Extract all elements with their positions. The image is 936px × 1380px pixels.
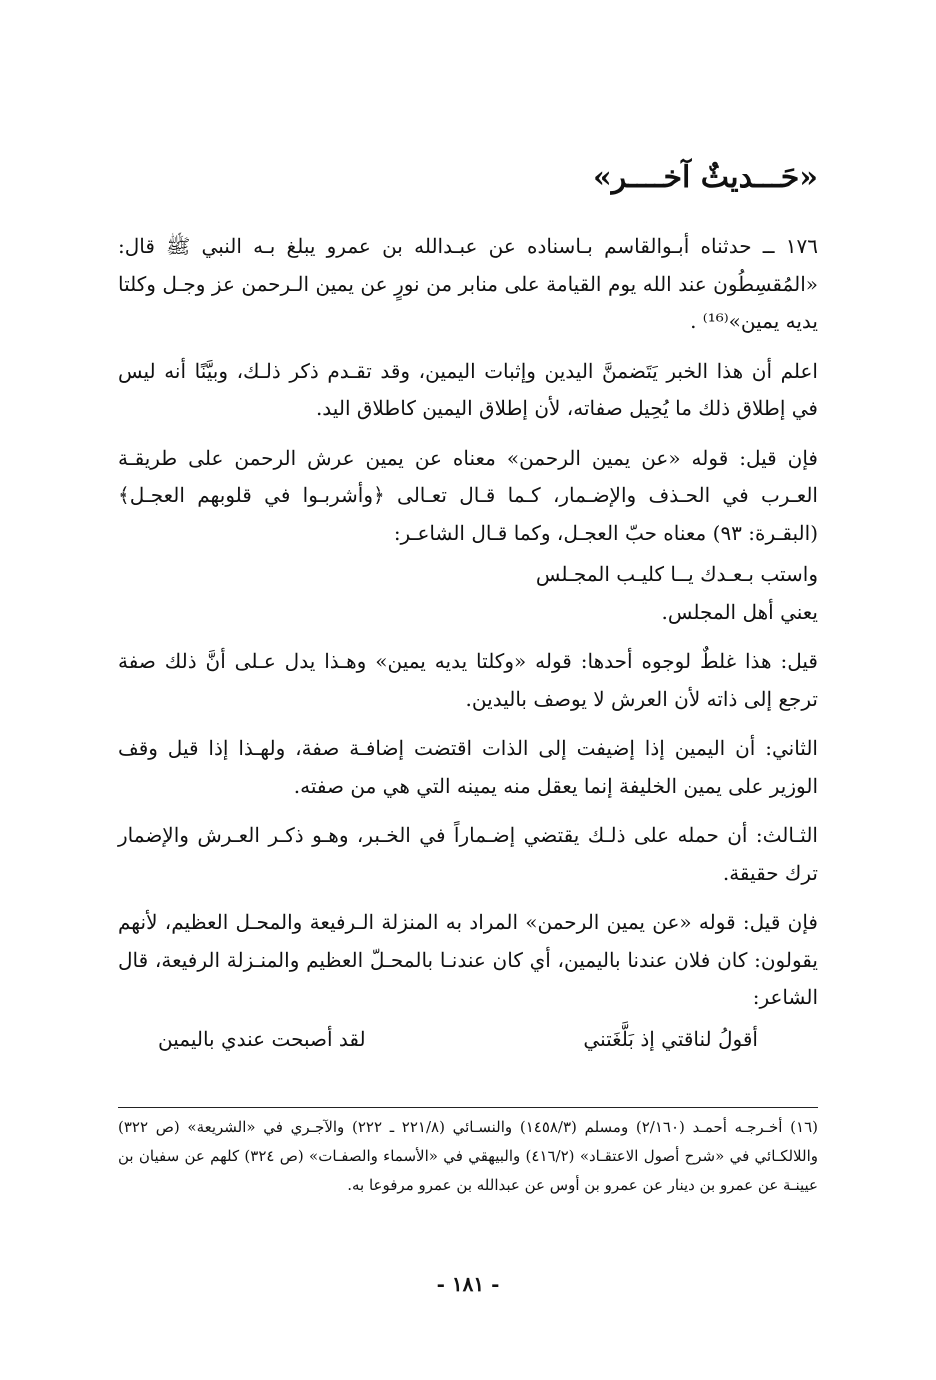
reply-paragraph: قيل: هذا غلطٌ لوجوه أحدها: قوله «وكلتا يديه يمين» وهـذا يدل عـلى أنَّ ذلك صفة ترجع إلى ذاته لأن العرش لا يوصف باليدين. <box>118 649 818 711</box>
verse-first-hemistich: أقولُ لناقتي إذ بَلَّغَتني <box>583 1026 758 1051</box>
commentary-paragraph: اعلم أن هذا الخبر يَتَضمنَّ اليدين وإثبات اليمين، وقد تقـدم ذكر ذلـك، وبيَّنًا أنه ليس في إطلاق ذلك ما يُحِيل صفاته، لأن إطلاق اليمين كاطلاق اليد. <box>118 358 818 420</box>
poetry-verse <box>118 1021 818 1058</box>
hadith-paragraph: ١٧٦ ــ حدثناه أبـوالقاسم بـاسناده عن عبـدالله بن عمرو يبلغ بـه النبي ﷺ قال: «المُقسِطُون عند الله يوم القيامة على منابر من نورٍ عن يمين الـرحمن عز وجـل وكلتا يديه يمين»⁽¹⁶⁾ . <box>118 234 818 333</box>
footnote-divider <box>118 1107 818 1108</box>
section-title: «حَـــديثٌ آخــــر» <box>593 160 818 195</box>
third-point-paragraph: الثـالث: أن حمله على ذلـك يقتضي إضـماراً في الخـبر، وهـو ذكـر العـرش والإضمار ترك حقيقة. <box>118 823 818 885</box>
second-point-paragraph: الثاني: أن اليمين إذا إضيفت إلى الذات اقتضت إضافـة صفة، ولهـذا إذا قيل وقف الوزير على يمين الخليفة إنما يعقل منه يمينه التي هي من صفته. <box>118 736 818 798</box>
poetry-line: واستب بـعـدك يــا كليـب المجـلس <box>535 562 818 586</box>
page-number: - ١٨١ - <box>436 1272 500 1296</box>
second-objection-paragraph: فإن قيل: قوله «عن يمين الرحمن» المراد به المنزلة الـرفيعة والمحـل العظيم، لأنهم يقولون: كان فلان عندنا باليمين، أي كان عندنـا بالمحـلّ العظيم والمنـزلة الرفيعة، قال الشاعر: <box>118 910 818 1009</box>
objection-paragraph: فإن قيل: قوله «عن يمين الرحمن» معناه عن يمين عرش الرحمن على طريقـة العـرب في الحـذف والإضـمار، كـما قـال تعـالى ﴿وأشربـوا في قلوبهم العجـل﴾ (البقـرة: ٩٣) معناه حبّ العجـل، وكما قـال الشاعـر: <box>118 445 818 545</box>
explanation-line: يعني أهل المجلس. <box>661 599 818 624</box>
footnotes <box>118 1113 818 1200</box>
main-text <box>118 228 818 1058</box>
verse-second-hemistich: لقد أصبحت عندي باليمين <box>158 1026 366 1051</box>
footnote-16: (١٦) أخـرجـه أحمـد (٢/١٦٠) ومسلم (١٤٥٨/٣) والنسـائي (٢٢١/٨ ـ ٢٢٢) والآجـري في «الشريعة» (ص ٣٢٢) واللالكـائي في «شرح أصول الاعتقـاد» (٤١٦/٢) والبيهقي في «الأسماء والصفـات» (ص ٣٢٤) كلهم عن سفيان بن عيينـة عن عمرو بن دينار عن عمرو بن أوس عن عبدالله بن عمرو مرفوعا به. <box>118 1118 818 1194</box>
